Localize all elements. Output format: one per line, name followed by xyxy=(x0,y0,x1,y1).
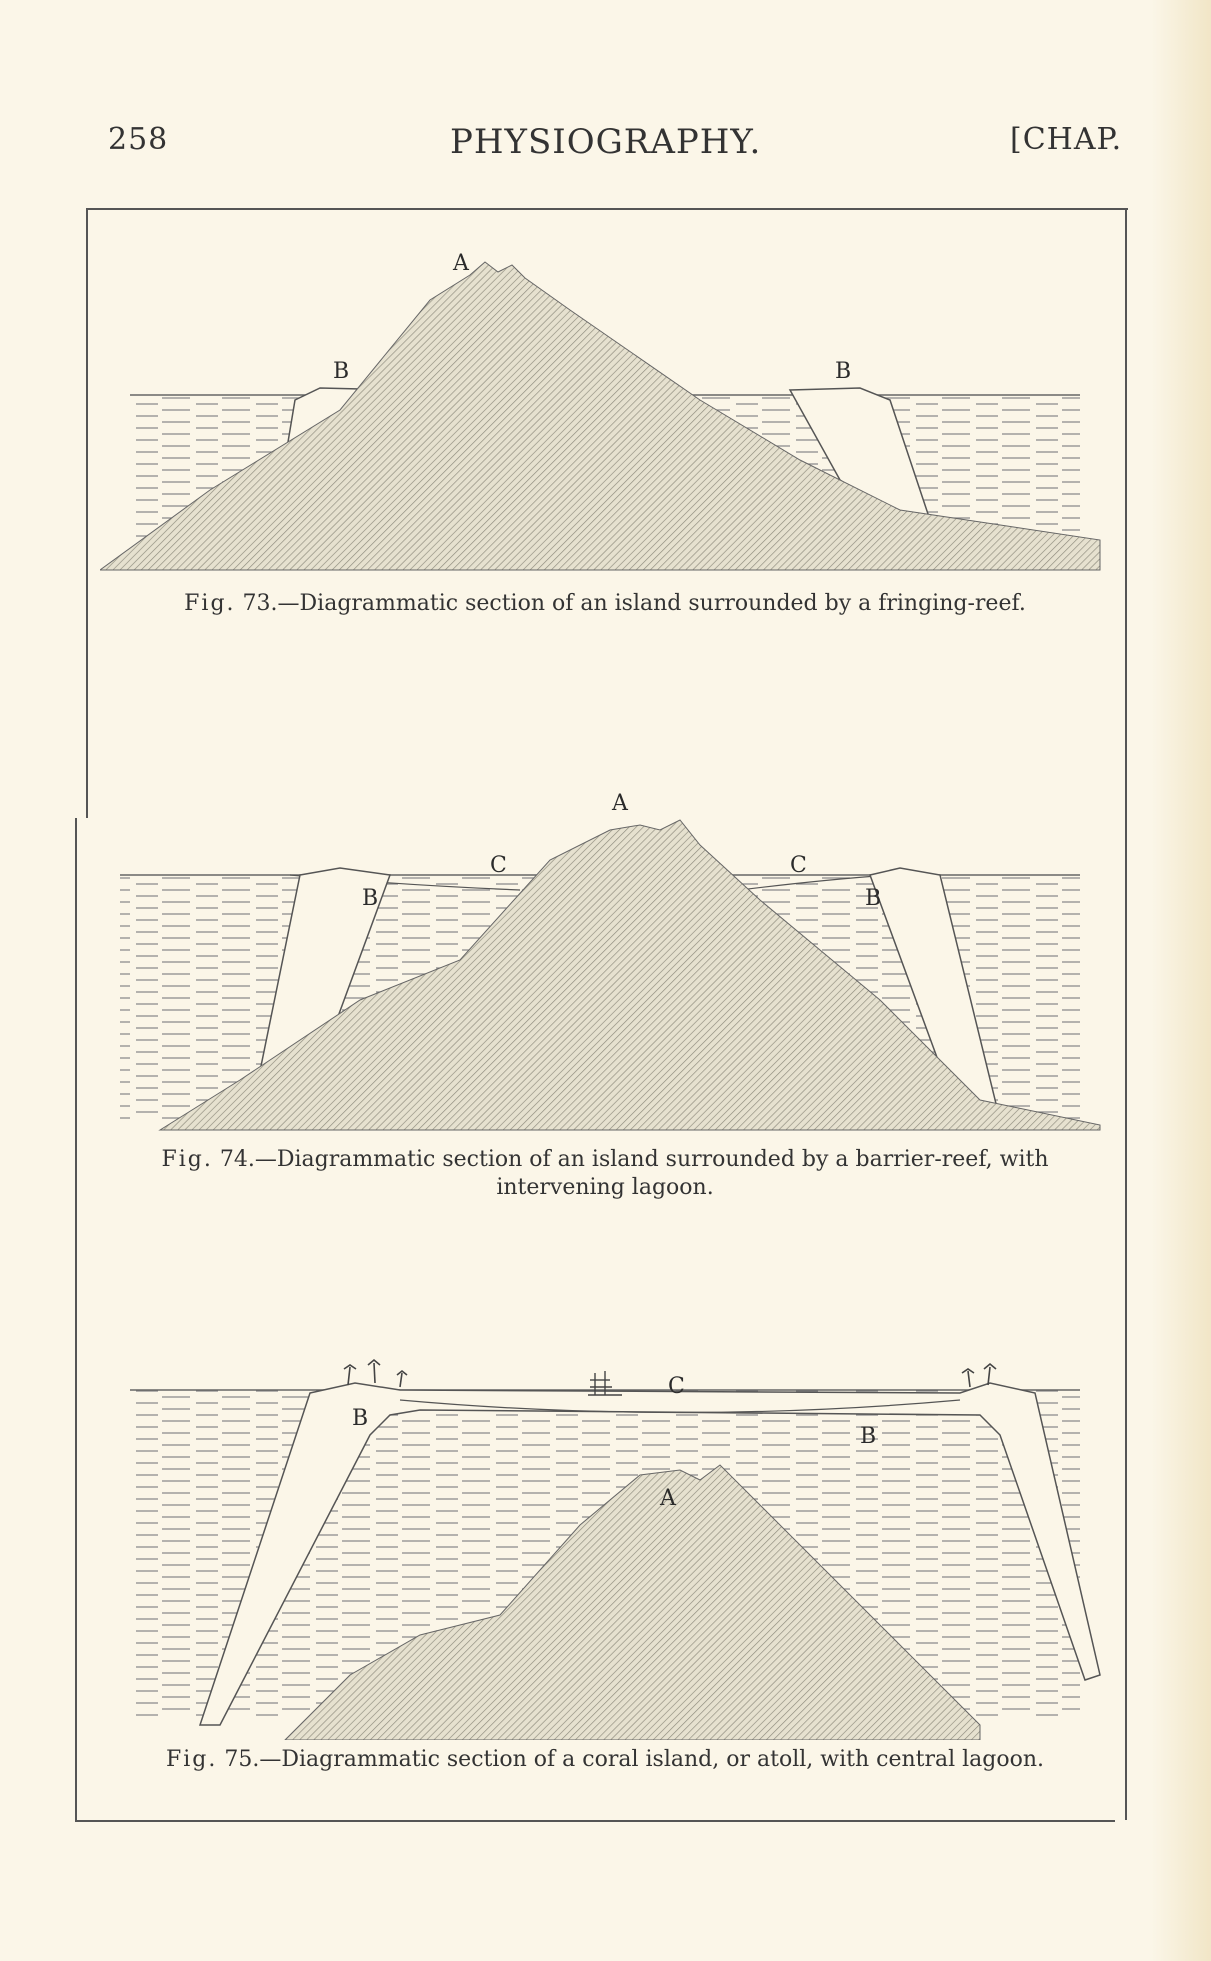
frame-top-rule xyxy=(88,208,1128,210)
label-reef-right: B xyxy=(835,359,852,384)
label-peak: A xyxy=(453,251,469,276)
frame-bottom-rule xyxy=(75,1820,1115,1822)
page-number: 258 xyxy=(108,122,169,157)
caption-prefix: Fig. xyxy=(165,1747,218,1772)
caption-prefix: Fig. xyxy=(161,1147,213,1172)
label-peak: A xyxy=(660,1486,676,1511)
running-chapter: [CHAP. xyxy=(1010,122,1123,157)
label-reef-right: B xyxy=(865,886,882,911)
caption-fig-74 xyxy=(100,1146,1110,1202)
figure-74-barrier-reef xyxy=(100,790,1110,1140)
caption-text: 74.—Diagrammatic section of an island surrounded by a barrier-reef, with xyxy=(219,1147,1049,1172)
caption-fig-75 xyxy=(100,1746,1110,1774)
figure-73-fringing-reef xyxy=(100,250,1110,580)
label-lagoon-right: C xyxy=(790,853,807,878)
running-title: PHYSIOGRAPHY. xyxy=(450,122,762,162)
caption-text-line2: intervening lagoon. xyxy=(496,1175,714,1200)
caption-fig-73 xyxy=(100,590,1110,618)
page-edge-shading xyxy=(1151,0,1211,1961)
label-lagoon: C xyxy=(668,1374,685,1399)
label-reef-left: B xyxy=(362,886,379,911)
label-reef-left: B xyxy=(333,359,350,384)
label-lagoon-left: C xyxy=(490,853,507,878)
label-reef-left: B xyxy=(352,1406,369,1431)
frame-left-rule xyxy=(86,208,88,818)
frame-right-rule xyxy=(1125,208,1127,1820)
frame-left-rule-lower xyxy=(75,818,77,1822)
figure-75-atoll xyxy=(100,1345,1110,1740)
caption-text: 75.—Diagrammatic section of a coral island, or atoll, with central lagoon. xyxy=(224,1747,1045,1772)
label-reef-right: B xyxy=(860,1424,877,1449)
caption-text: 73.—Diagrammatic section of an island surrounded by a fringing-reef. xyxy=(242,591,1026,616)
label-peak: A xyxy=(612,791,628,816)
caption-prefix: Fig. xyxy=(184,591,236,616)
